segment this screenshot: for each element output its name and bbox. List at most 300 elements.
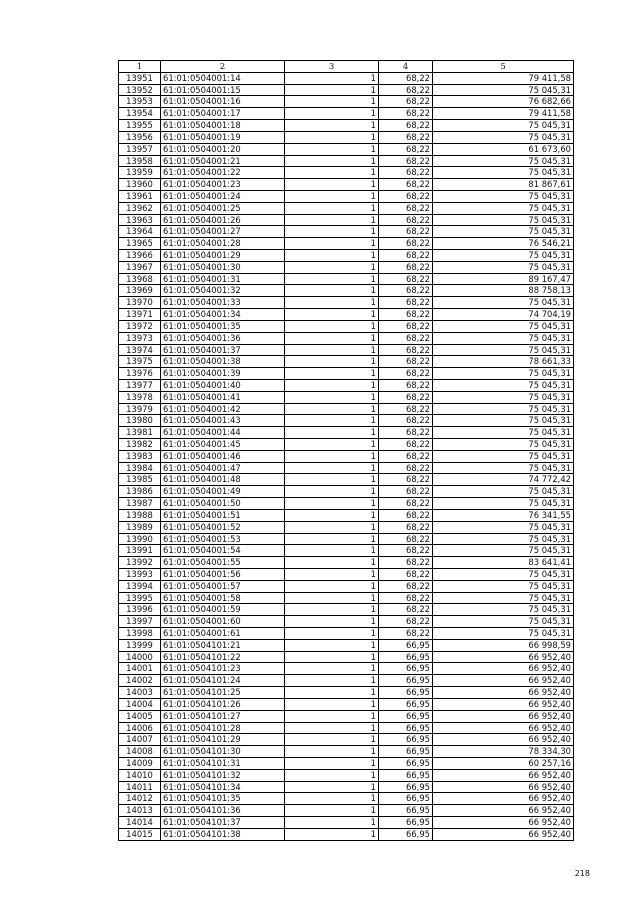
quantity-cell: 1 [285, 498, 379, 510]
quantity-cell: 1 [285, 675, 379, 687]
area-cell: 68,22 [379, 320, 433, 332]
table-row [119, 486, 574, 498]
area-cell: 68,22 [379, 72, 433, 84]
value-cell: 75 045,31 [433, 261, 574, 273]
value-cell: 66 952,40 [433, 722, 574, 734]
quantity-cell: 1 [285, 309, 379, 321]
area-cell: 68,22 [379, 120, 433, 132]
area-cell: 68,22 [379, 415, 433, 427]
cadastral-number-cell: 61:01:0504001:53 [161, 533, 285, 545]
cadastral-number-cell: 61:01:0504101:26 [161, 698, 285, 710]
value-cell: 78 334,30 [433, 746, 574, 758]
area-cell: 68,22 [379, 96, 433, 108]
table-row [119, 781, 574, 793]
cadastral-number-cell: 61:01:0504001:23 [161, 179, 285, 191]
table-row [119, 167, 574, 179]
value-cell: 75 045,31 [433, 297, 574, 309]
area-cell: 68,22 [379, 462, 433, 474]
row-number-cell: 13965 [119, 238, 161, 250]
row-number-cell: 13993 [119, 568, 161, 580]
table-row [119, 238, 574, 250]
row-number-cell: 13959 [119, 167, 161, 179]
area-cell: 66,95 [379, 828, 433, 840]
area-cell: 68,22 [379, 155, 433, 167]
quantity-cell: 1 [285, 96, 379, 108]
quantity-cell: 1 [285, 557, 379, 569]
table-row [119, 108, 574, 120]
cadastral-number-cell: 61:01:0504001:25 [161, 202, 285, 214]
value-cell: 75 045,31 [433, 344, 574, 356]
quantity-cell: 1 [285, 427, 379, 439]
quantity-cell: 1 [285, 285, 379, 297]
value-cell: 75 045,31 [433, 616, 574, 628]
table-row [119, 250, 574, 262]
value-cell: 66 952,40 [433, 781, 574, 793]
area-cell: 68,22 [379, 533, 433, 545]
table-row [119, 427, 574, 439]
row-number-cell: 13986 [119, 486, 161, 498]
value-cell: 89 167,47 [433, 273, 574, 285]
area-cell: 68,22 [379, 250, 433, 262]
row-number-cell: 13998 [119, 628, 161, 640]
table-row [119, 651, 574, 663]
area-cell: 68,22 [379, 344, 433, 356]
quantity-cell: 1 [285, 84, 379, 96]
value-cell: 76 546,21 [433, 238, 574, 250]
row-number-cell: 14003 [119, 687, 161, 699]
area-cell: 68,22 [379, 332, 433, 344]
quantity-cell: 1 [285, 793, 379, 805]
table-row [119, 474, 574, 486]
table-row [119, 273, 574, 285]
area-cell: 68,22 [379, 439, 433, 451]
area-cell: 68,22 [379, 604, 433, 616]
value-cell: 75 045,31 [433, 533, 574, 545]
cadastral-number-cell: 61:01:0504001:38 [161, 356, 285, 368]
area-cell: 68,22 [379, 356, 433, 368]
quantity-cell: 1 [285, 746, 379, 758]
cadastral-number-cell: 61:01:0504001:56 [161, 568, 285, 580]
area-cell: 68,22 [379, 285, 433, 297]
value-cell: 66 952,40 [433, 805, 574, 817]
row-number-cell: 13971 [119, 309, 161, 321]
cadastral-number-cell: 61:01:0504001:18 [161, 120, 285, 132]
cadastral-number-cell: 61:01:0504101:27 [161, 710, 285, 722]
cadastral-number-cell: 61:01:0504101:22 [161, 651, 285, 663]
area-cell: 68,22 [379, 190, 433, 202]
quantity-cell: 1 [285, 639, 379, 651]
table-row [119, 415, 574, 427]
table-row [119, 356, 574, 368]
area-cell: 68,22 [379, 84, 433, 96]
column-header: 2 [161, 61, 285, 73]
area-cell: 68,22 [379, 202, 433, 214]
quantity-cell: 1 [285, 698, 379, 710]
quantity-cell: 1 [285, 769, 379, 781]
header-row [119, 61, 574, 73]
table-row [119, 828, 574, 840]
row-number-cell: 13988 [119, 509, 161, 521]
table-row [119, 509, 574, 521]
value-cell: 75 045,31 [433, 332, 574, 344]
table-row [119, 604, 574, 616]
quantity-cell: 1 [285, 710, 379, 722]
cadastral-number-cell: 61:01:0504101:37 [161, 817, 285, 829]
value-cell: 66 952,40 [433, 769, 574, 781]
cadastral-number-cell: 61:01:0504101:35 [161, 793, 285, 805]
value-cell: 75 045,31 [433, 202, 574, 214]
area-cell: 66,95 [379, 687, 433, 699]
row-number-cell: 13952 [119, 84, 161, 96]
table-row [119, 143, 574, 155]
cadastral-number-cell: 61:01:0504001:45 [161, 439, 285, 451]
table-row [119, 332, 574, 344]
table-row [119, 710, 574, 722]
row-number-cell: 13984 [119, 462, 161, 474]
cadastral-number-cell: 61:01:0504001:60 [161, 616, 285, 628]
area-cell: 66,95 [379, 663, 433, 675]
area-cell: 68,22 [379, 474, 433, 486]
quantity-cell: 1 [285, 568, 379, 580]
table-row [119, 616, 574, 628]
area-cell: 68,22 [379, 545, 433, 557]
cadastral-number-cell: 61:01:0504001:26 [161, 214, 285, 226]
value-cell: 66 952,40 [433, 734, 574, 746]
value-cell: 75 045,31 [433, 462, 574, 474]
cadastral-number-cell: 61:01:0504001:16 [161, 96, 285, 108]
row-number-cell: 13960 [119, 179, 161, 191]
area-cell: 68,22 [379, 379, 433, 391]
area-cell: 68,22 [379, 403, 433, 415]
quantity-cell: 1 [285, 616, 379, 628]
row-number-cell: 13956 [119, 131, 161, 143]
table-row [119, 309, 574, 321]
row-number-cell: 13980 [119, 415, 161, 427]
value-cell: 75 045,31 [433, 439, 574, 451]
table-row [119, 439, 574, 451]
table-row [119, 297, 574, 309]
table-row [119, 663, 574, 675]
row-number-cell: 13982 [119, 439, 161, 451]
row-number-cell: 13979 [119, 403, 161, 415]
area-cell: 66,95 [379, 817, 433, 829]
table-row [119, 805, 574, 817]
area-cell: 66,95 [379, 805, 433, 817]
value-cell: 75 045,31 [433, 131, 574, 143]
area-cell: 68,22 [379, 486, 433, 498]
table-row [119, 96, 574, 108]
area-cell: 68,22 [379, 509, 433, 521]
quantity-cell: 1 [285, 238, 379, 250]
row-number-cell: 13976 [119, 368, 161, 380]
quantity-cell: 1 [285, 628, 379, 640]
row-number-cell: 13957 [119, 143, 161, 155]
quantity-cell: 1 [285, 462, 379, 474]
row-number-cell: 14015 [119, 828, 161, 840]
cadastral-number-cell: 61:01:0504001:35 [161, 320, 285, 332]
row-number-cell: 13985 [119, 474, 161, 486]
row-number-cell: 13958 [119, 155, 161, 167]
row-number-cell: 14007 [119, 734, 161, 746]
area-cell: 68,22 [379, 368, 433, 380]
value-cell: 75 045,31 [433, 403, 574, 415]
row-number-cell: 14010 [119, 769, 161, 781]
value-cell: 75 045,31 [433, 498, 574, 510]
value-cell: 75 045,31 [433, 214, 574, 226]
row-number-cell: 14002 [119, 675, 161, 687]
cadastral-number-cell: 61:01:0504001:28 [161, 238, 285, 250]
area-cell: 66,95 [379, 639, 433, 651]
cadastral-number-cell: 61:01:0504001:33 [161, 297, 285, 309]
area-cell: 66,95 [379, 651, 433, 663]
column-header: 3 [285, 61, 379, 73]
row-number-cell: 14001 [119, 663, 161, 675]
quantity-cell: 1 [285, 108, 379, 120]
row-number-cell: 14014 [119, 817, 161, 829]
table-row [119, 84, 574, 96]
row-number-cell: 13953 [119, 96, 161, 108]
table-row [119, 722, 574, 734]
column-header: 5 [433, 61, 574, 73]
table-row [119, 72, 574, 84]
quantity-cell: 1 [285, 604, 379, 616]
table-row [119, 557, 574, 569]
value-cell: 66 998,59 [433, 639, 574, 651]
row-number-cell: 14004 [119, 698, 161, 710]
value-cell: 75 045,31 [433, 415, 574, 427]
table-row [119, 533, 574, 545]
quantity-cell: 1 [285, 403, 379, 415]
row-number-cell: 13987 [119, 498, 161, 510]
quantity-cell: 1 [285, 72, 379, 84]
area-cell: 68,22 [379, 273, 433, 285]
cadastral-number-cell: 61:01:0504001:24 [161, 190, 285, 202]
table-row [119, 545, 574, 557]
area-cell: 68,22 [379, 616, 433, 628]
quantity-cell: 1 [285, 179, 379, 191]
row-number-cell: 13968 [119, 273, 161, 285]
value-cell: 61 673,60 [433, 143, 574, 155]
quantity-cell: 1 [285, 155, 379, 167]
value-cell: 75 045,31 [433, 628, 574, 640]
data-table [118, 60, 574, 841]
cadastral-number-cell: 61:01:0504101:31 [161, 757, 285, 769]
table-row [119, 462, 574, 474]
table-row [119, 580, 574, 592]
table-row [119, 628, 574, 640]
row-number-cell: 13963 [119, 214, 161, 226]
row-number-cell: 13978 [119, 391, 161, 403]
cadastral-number-cell: 61:01:0504101:23 [161, 663, 285, 675]
area-cell: 68,22 [379, 580, 433, 592]
row-number-cell: 13981 [119, 427, 161, 439]
quantity-cell: 1 [285, 781, 379, 793]
area-cell: 68,22 [379, 427, 433, 439]
cadastral-number-cell: 61:01:0504001:43 [161, 415, 285, 427]
value-cell: 75 045,31 [433, 427, 574, 439]
cadastral-number-cell: 61:01:0504001:22 [161, 167, 285, 179]
quantity-cell: 1 [285, 521, 379, 533]
table-row [119, 391, 574, 403]
row-number-cell: 13972 [119, 320, 161, 332]
cadastral-number-cell: 61:01:0504101:38 [161, 828, 285, 840]
row-number-cell: 13966 [119, 250, 161, 262]
value-cell: 75 045,31 [433, 84, 574, 96]
quantity-cell: 1 [285, 273, 379, 285]
table-row [119, 521, 574, 533]
cadastral-number-cell: 61:01:0504001:57 [161, 580, 285, 592]
row-number-cell: 13995 [119, 592, 161, 604]
row-number-cell: 13997 [119, 616, 161, 628]
table-row [119, 592, 574, 604]
cadastral-number-cell: 61:01:0504001:42 [161, 403, 285, 415]
quantity-cell: 1 [285, 143, 379, 155]
table-row [119, 639, 574, 651]
cadastral-number-cell: 61:01:0504101:24 [161, 675, 285, 687]
row-number-cell: 13951 [119, 72, 161, 84]
area-cell: 66,95 [379, 769, 433, 781]
row-number-cell: 13975 [119, 356, 161, 368]
cadastral-number-cell: 61:01:0504001:55 [161, 557, 285, 569]
value-cell: 66 952,40 [433, 651, 574, 663]
table-row [119, 179, 574, 191]
value-cell: 75 045,31 [433, 167, 574, 179]
quantity-cell: 1 [285, 214, 379, 226]
area-cell: 68,22 [379, 214, 433, 226]
value-cell: 75 045,31 [433, 320, 574, 332]
quantity-cell: 1 [285, 592, 379, 604]
value-cell: 75 045,31 [433, 450, 574, 462]
quantity-cell: 1 [285, 379, 379, 391]
table-row [119, 568, 574, 580]
table-row [119, 817, 574, 829]
table-row [119, 746, 574, 758]
table-row [119, 734, 574, 746]
area-cell: 68,22 [379, 297, 433, 309]
area-cell: 68,22 [379, 450, 433, 462]
table-row [119, 226, 574, 238]
row-number-cell: 13973 [119, 332, 161, 344]
table-row [119, 155, 574, 167]
cadastral-number-cell: 61:01:0504101:28 [161, 722, 285, 734]
cadastral-number-cell: 61:01:0504001:54 [161, 545, 285, 557]
area-cell: 66,95 [379, 734, 433, 746]
value-cell: 75 045,31 [433, 568, 574, 580]
quantity-cell: 1 [285, 368, 379, 380]
cadastral-number-cell: 61:01:0504001:31 [161, 273, 285, 285]
area-cell: 68,22 [379, 592, 433, 604]
row-number-cell: 13962 [119, 202, 161, 214]
value-cell: 88 758,13 [433, 285, 574, 297]
table-row [119, 379, 574, 391]
area-cell: 68,22 [379, 179, 433, 191]
area-cell: 66,95 [379, 757, 433, 769]
table-row [119, 675, 574, 687]
quantity-cell: 1 [285, 533, 379, 545]
row-number-cell: 14011 [119, 781, 161, 793]
row-number-cell: 14008 [119, 746, 161, 758]
row-number-cell: 13969 [119, 285, 161, 297]
area-cell: 66,95 [379, 675, 433, 687]
area-cell: 68,22 [379, 498, 433, 510]
table-row [119, 202, 574, 214]
cadastral-number-cell: 61:01:0504001:32 [161, 285, 285, 297]
table-row [119, 498, 574, 510]
table-row [119, 698, 574, 710]
value-cell: 66 952,40 [433, 710, 574, 722]
value-cell: 75 045,31 [433, 391, 574, 403]
table-body [119, 72, 574, 840]
value-cell: 75 045,31 [433, 379, 574, 391]
value-cell: 75 045,31 [433, 592, 574, 604]
area-cell: 68,22 [379, 628, 433, 640]
row-number-cell: 14000 [119, 651, 161, 663]
row-number-cell: 14012 [119, 793, 161, 805]
row-number-cell: 13992 [119, 557, 161, 569]
cadastral-number-cell: 61:01:0504001:61 [161, 628, 285, 640]
row-number-cell: 14006 [119, 722, 161, 734]
value-cell: 81 867,61 [433, 179, 574, 191]
area-cell: 68,22 [379, 238, 433, 250]
value-cell: 75 045,31 [433, 120, 574, 132]
quantity-cell: 1 [285, 190, 379, 202]
cadastral-number-cell: 61:01:0504001:59 [161, 604, 285, 616]
row-number-cell: 13977 [119, 379, 161, 391]
area-cell: 68,22 [379, 167, 433, 179]
cadastral-number-cell: 61:01:0504001:21 [161, 155, 285, 167]
value-cell: 79 411,58 [433, 72, 574, 84]
table-row [119, 757, 574, 769]
column-header: 1 [119, 61, 161, 73]
cadastral-number-cell: 61:01:0504001:29 [161, 250, 285, 262]
cadastral-number-cell: 61:01:0504001:34 [161, 309, 285, 321]
page-number: 218 [574, 869, 590, 878]
quantity-cell: 1 [285, 450, 379, 462]
value-cell: 66 952,40 [433, 793, 574, 805]
cadastral-number-cell: 61:01:0504001:46 [161, 450, 285, 462]
table-row [119, 450, 574, 462]
table-row [119, 769, 574, 781]
quantity-cell: 1 [285, 415, 379, 427]
cadastral-number-cell: 61:01:0504001:52 [161, 521, 285, 533]
cadastral-number-cell: 61:01:0504001:48 [161, 474, 285, 486]
quantity-cell: 1 [285, 344, 379, 356]
cadastral-number-cell: 61:01:0504001:41 [161, 391, 285, 403]
quantity-cell: 1 [285, 391, 379, 403]
value-cell: 75 045,31 [433, 545, 574, 557]
value-cell: 75 045,31 [433, 190, 574, 202]
value-cell: 60 257,16 [433, 757, 574, 769]
area-cell: 66,95 [379, 698, 433, 710]
value-cell: 75 045,31 [433, 604, 574, 616]
value-cell: 74 704,19 [433, 309, 574, 321]
quantity-cell: 1 [285, 167, 379, 179]
quantity-cell: 1 [285, 734, 379, 746]
value-cell: 75 045,31 [433, 580, 574, 592]
table-row [119, 285, 574, 297]
quantity-cell: 1 [285, 509, 379, 521]
cadastral-number-cell: 61:01:0504101:29 [161, 734, 285, 746]
table-row [119, 120, 574, 132]
cadastral-number-cell: 61:01:0504001:47 [161, 462, 285, 474]
table-row [119, 687, 574, 699]
row-number-cell: 14013 [119, 805, 161, 817]
row-number-cell: 13954 [119, 108, 161, 120]
value-cell: 75 045,31 [433, 521, 574, 533]
value-cell: 75 045,31 [433, 250, 574, 262]
quantity-cell: 1 [285, 580, 379, 592]
area-cell: 68,22 [379, 309, 433, 321]
